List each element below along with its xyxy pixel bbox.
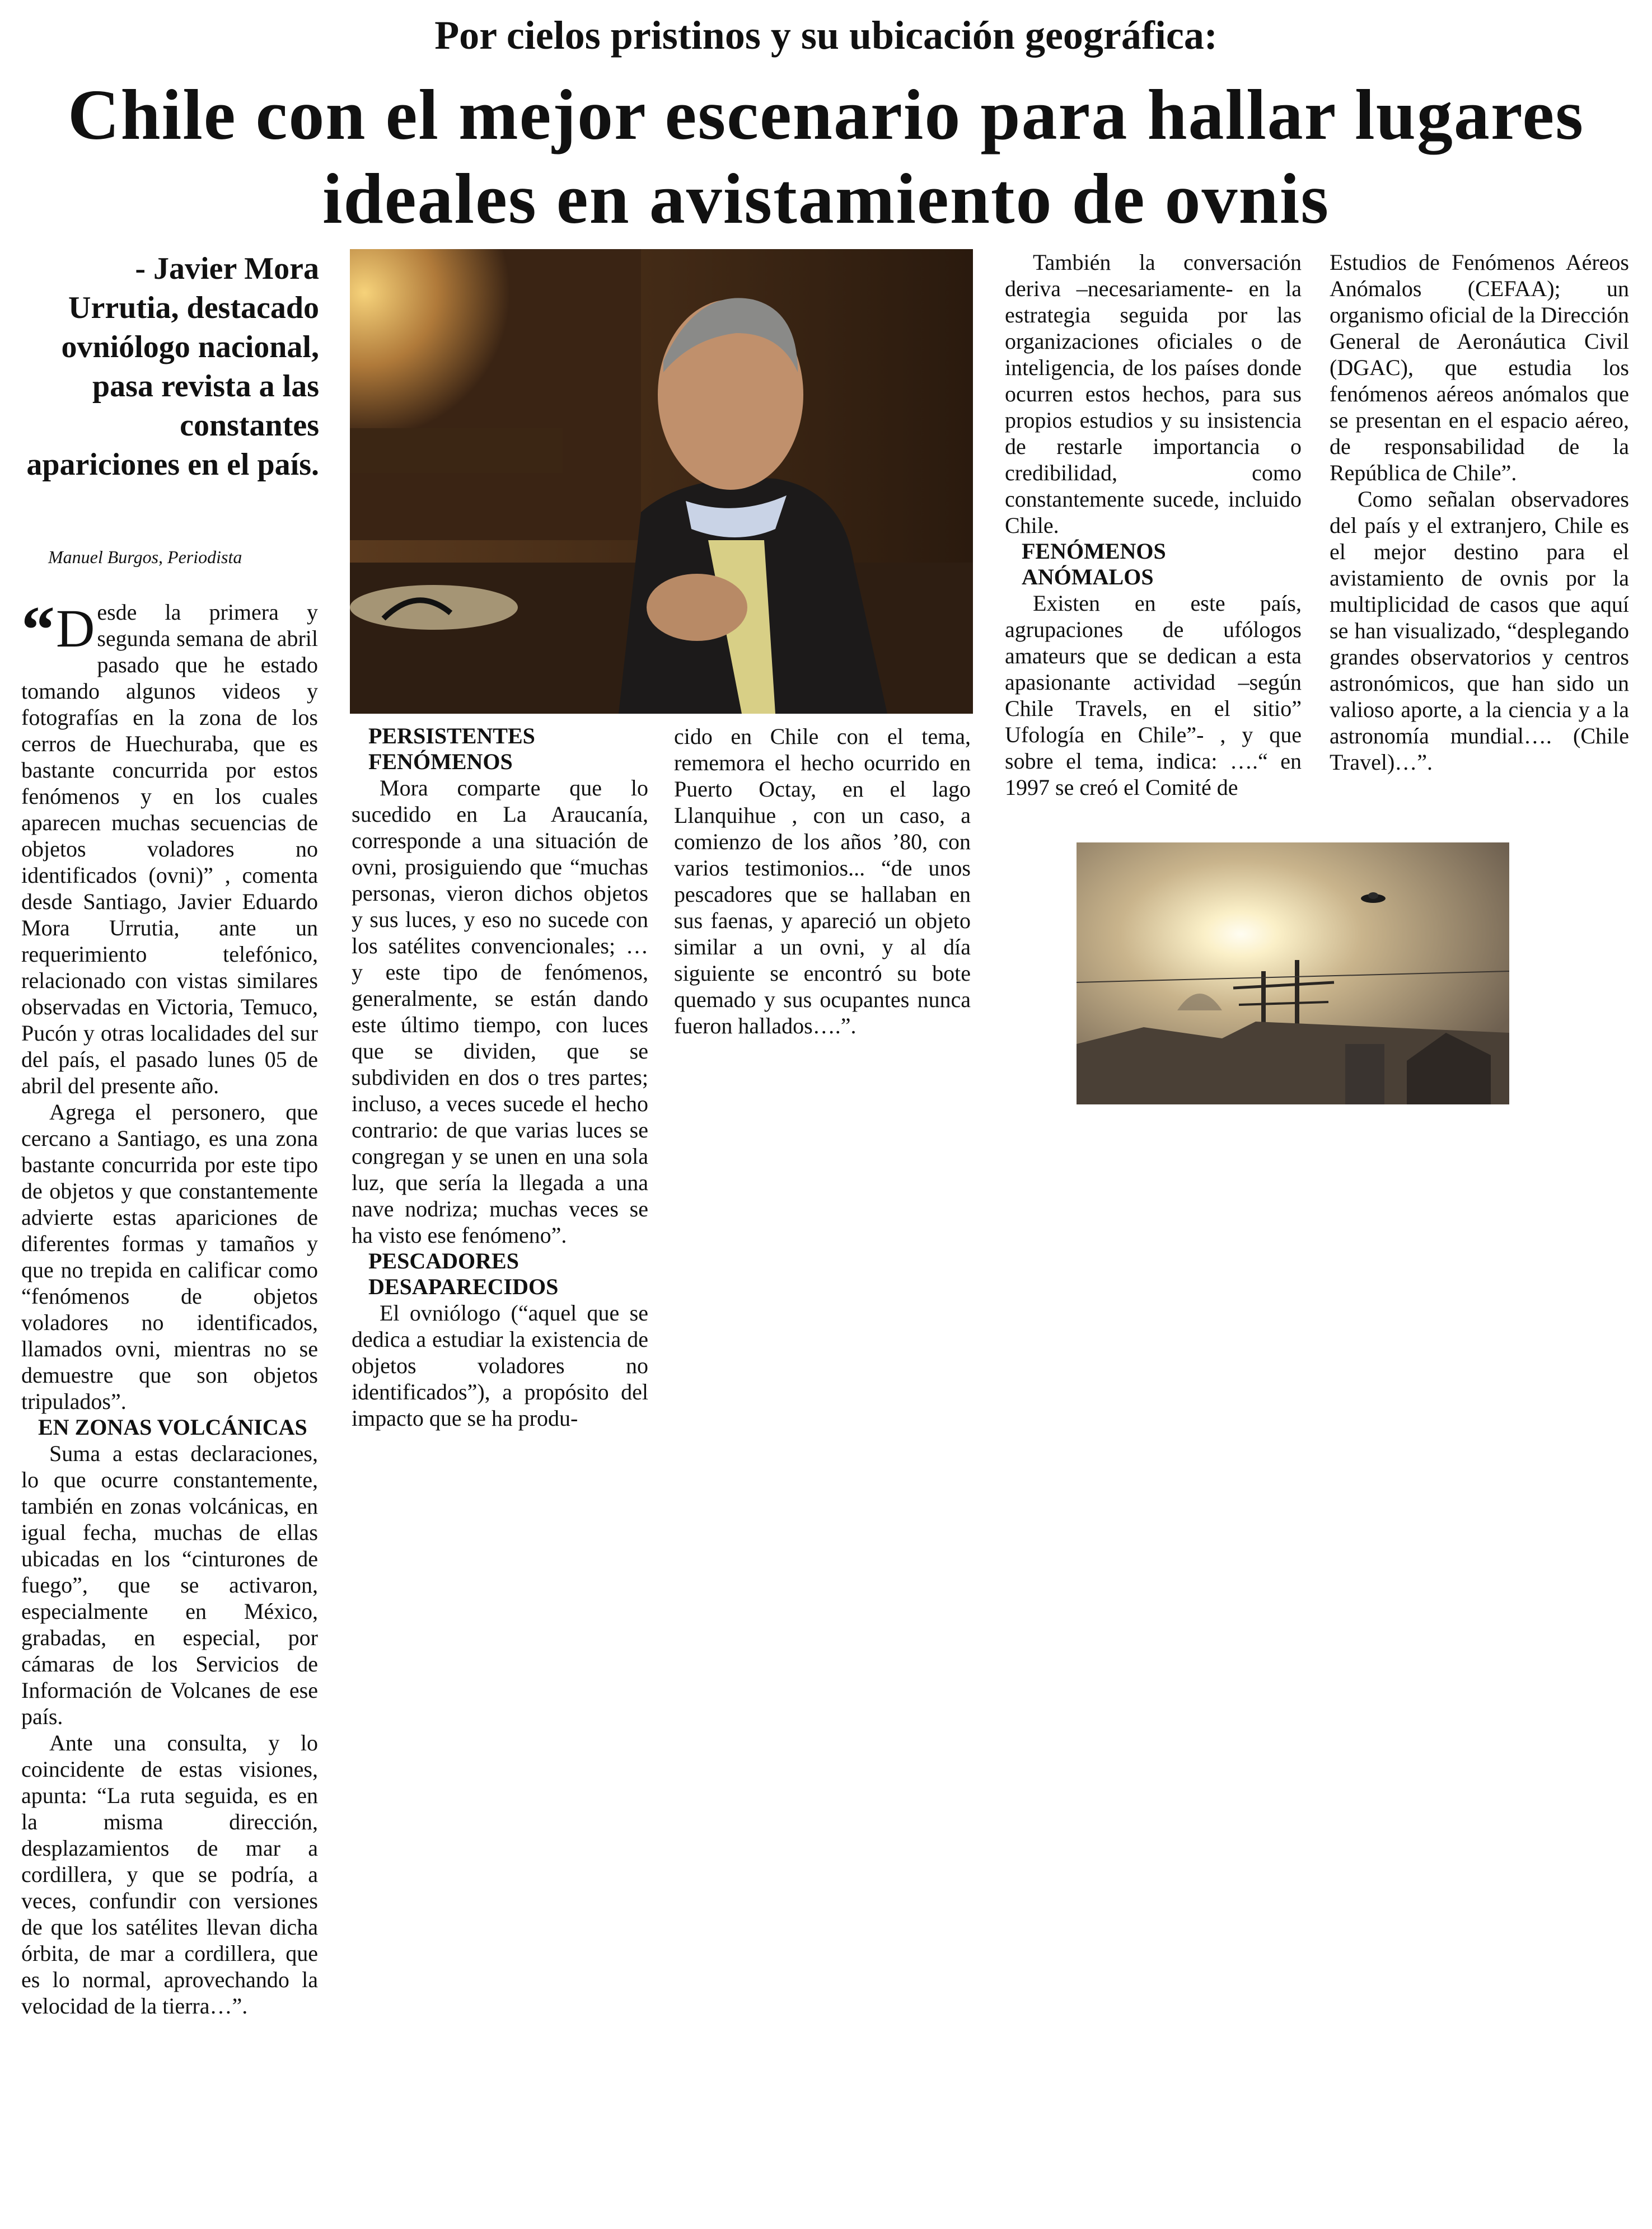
section-heading: PERSISTENTES FENÓMENOS	[368, 723, 535, 774]
paragraph: Mora comparte que lo sucedido en La Araucanía, corresponde a una situación de ovni, prosiguiendo que “muchas personas, vieron dichos objetos y sus luces, y eso no sucede con los satélites convencionales; … y este tipo de fenómenos, generalmente, se están dando este último tiempo, con luces que se dividen, que se subdividen en dos o tres partes; incluso, a veces sucede el hecho contrario: de que varias luces se congregan y se unen en una sola luz, que sería la llegada a una nave nodriza; muchas veces se ha visto ese fenómeno”.	[352, 775, 648, 1248]
paragraph: Agrega el personero, que cercano a Santiago, es una zona bastante concurrida por este tipo de objetos y que constantemente advierte estas apariciones de diferentes formas y tamaños y que no trepida en calificar como “fenómenos de objetos voladores no identificados, llamados ovni, mientras no se demuestre que son objetos tripulados”.	[21, 1099, 318, 1414]
interviewee-photo	[350, 249, 973, 714]
quote-mark: “	[21, 592, 55, 667]
paragraph: Suma a estas declaraciones, lo que ocurre constantemente, también en zonas volcánicas, en igual fecha, muchas de ellas ubicadas en los “cinturones de fuego”, que se activaron, especialmente en México, grabadas, en especial, por cámaras de los Servicios de Información de Volcanes de ese país.	[21, 1441, 318, 1729]
drop-cap: D	[56, 598, 95, 658]
paragraph: También la conversación deriva –necesariamente- en la estrategia seguida por las organizaciones oficiales o de inteligencia, de los países donde ocurren estos hechos, para sus propios estudios y su insistencia de restarle importancia o credibilidad, como constantemente sucede, incluido Chile.	[1005, 250, 1302, 538]
section-heading: EN ZONAS VOLCÁNICAS	[38, 1415, 307, 1440]
ufo-sky-photo	[1077, 842, 1509, 1104]
article-column-2	[352, 723, 648, 1431]
article-column-5	[1330, 249, 1629, 775]
kicker: Por cielos pristinos y su ubicación geográfica:	[434, 13, 1218, 58]
paragraph: El ovniólogo (“aquel que se dedica a estudiar la existencia de objetos voladores no identificados”), a propósito del impacto que se ha produ-	[352, 1300, 648, 1431]
headline: Chile con el mejor escenario para hallar lugares ideales en avistamiento de ovnis	[68, 75, 1584, 238]
paragraph: “ D esde la primera y segunda semana de abril pasado que he estado tomando algunos videos y fotografías en la zona de los cerros de Huechuraba, que es bastante concurrida por estos fenómenos y en los cuales aparecen muchas secuencias de objetos voladores no identificados (ovni)” , comenta desde Santiago, Javier Eduardo Mora Urrutia, ante un requerimiento telefónico, relacionado con vistas similares observadas en Victoria, Temuco, Pucón y otras localidades del sur del país, el pasado lunes 05 de abril del presente año.	[21, 592, 318, 1098]
article-column-4	[1005, 249, 1302, 800]
lead-summary: - Javier Mora Urrutia, destacado ovniólogo nacional, pasa revista a las constantes apariciones en el país.	[26, 251, 319, 482]
paragraph: Existen en este país, agrupaciones de ufólogos amateurs que se dedican a esta apasionante actividad –según Chile Travels, en el sitio” Ufología en Chile”- , y que sobre el tema, indica: ….“ en 1997 se creó el Comité de	[1005, 591, 1302, 800]
section-heading: FENÓMENOS ANÓMALOS	[1022, 538, 1166, 589]
paragraph: Como señalan observadores del país y el extranjero, Chile es el mejor destino para el avistamiento de ovnis por la multiplicidad de casos que aquí se han visualizado, “desplegando grandes observatorios y centros astronómicos, que han sido un valioso aporte, a la ciencia y a la astronomía mundial…. (Chile Travel)…”.	[1330, 486, 1629, 775]
article-column-1	[21, 592, 318, 2019]
byline: Manuel Burgos, Periodista	[48, 547, 242, 567]
article-column-3	[674, 723, 971, 1039]
paragraph: cido en Chile con el tema, rememora el hecho ocurrido en Puerto Octay, en el lago Llanquihue , con un caso, a comienzo de los años ’80, con varios testimonios... “de unos pescadores que se hallaban en sus faenas, y apareció un objeto similar a un ovni, y al día siguiente se encontró su bote quemado y sus ocupantes nunca fueron hallados….”.	[674, 724, 971, 1038]
paragraph: Ante una consulta, y lo coincidente de estas visiones, apunta: “La ruta seguida, es en la misma dirección, desplazamientos de mar a cordillera, y que se podría, a veces, confundir con versiones de que los satélites llevan dicha órbita, de mar a cordillera, que es lo normal, aprovechando la velocidad de la tierra…”.	[21, 1730, 318, 2019]
section-heading: PESCADORES DESAPARECIDOS	[368, 1248, 559, 1299]
paragraph: Estudios de Fenómenos Aéreos Anómalos (CEFAA); un organismo oficial de la Dirección General de Aeronáutica Civil (DGAC), que estudia los fenómenos aéreos anómalos que se presentan en el espacio aéreo, de responsabilidad de la República de Chile”.	[1330, 250, 1629, 485]
